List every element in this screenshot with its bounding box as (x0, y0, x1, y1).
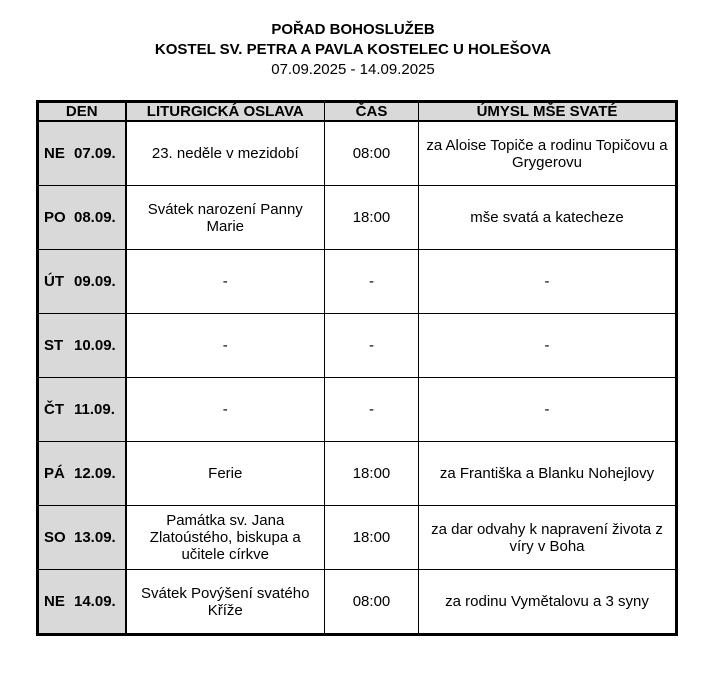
celebration-cell: - (126, 314, 325, 378)
day-abbr: SO (44, 529, 66, 546)
celebration-cell: Ferie (126, 442, 325, 506)
day-cell (38, 378, 126, 442)
intention-cell: za Aloise Topiče a rodinu Topičovu a Grygerovu (419, 121, 677, 186)
table-row (38, 121, 677, 186)
day-date: 08.09. (74, 209, 116, 226)
time-cell: 18:00 (325, 442, 419, 506)
column-header-day: DEN (38, 102, 126, 122)
day-cell (38, 570, 126, 635)
intention-cell: za Františka a Blanku Nohejlovy (419, 442, 677, 506)
document-title: POŘAD BOHOSLUŽEB (271, 21, 435, 38)
day-cell (38, 250, 126, 314)
day-date: 10.09. (74, 337, 116, 354)
day-abbr: ST (44, 337, 64, 354)
date-range: 07.09.2025 - 14.09.2025 (271, 61, 435, 78)
time-cell: - (325, 314, 419, 378)
celebration-cell: Svátek narození Panny Marie (126, 186, 325, 250)
schedule-table (36, 100, 678, 636)
column-header-celebration: LITURGICKÁ OSLAVA (126, 102, 325, 122)
day-abbr: NE (44, 145, 65, 162)
table-row (38, 250, 677, 314)
table-row (38, 506, 677, 570)
time-cell: - (325, 378, 419, 442)
day-abbr: NE (44, 593, 65, 610)
time-cell: 08:00 (325, 570, 419, 635)
intention-cell: mše svatá a katecheze (419, 186, 677, 250)
day-abbr: PO (44, 209, 66, 226)
day-abbr: ÚT (44, 273, 64, 290)
day-abbr: ČT (44, 401, 64, 418)
day-abbr: PÁ (44, 465, 65, 482)
column-header-time: ČAS (325, 102, 419, 122)
day-date: 11.09. (74, 401, 115, 418)
day-date: 12.09. (74, 465, 116, 482)
celebration-cell: Památka sv. Jana Zlatoústého, biskupa a učitele církve (126, 506, 325, 570)
time-cell: 18:00 (325, 506, 419, 570)
day-date: 14.09. (74, 593, 116, 610)
document-header (0, 20, 706, 80)
time-cell: 18:00 (325, 186, 419, 250)
church-name: KOSTEL SV. PETRA A PAVLA KOSTELEC U HOLEŠOVA (154, 41, 552, 58)
day-date: 13.09. (74, 529, 116, 546)
table-row (38, 378, 677, 442)
intention-cell: - (419, 378, 677, 442)
column-header-intention: ÚMYSL MŠE SVATÉ (419, 102, 677, 122)
day-cell (38, 442, 126, 506)
celebration-cell: - (126, 378, 325, 442)
day-cell (38, 186, 126, 250)
intention-cell: - (419, 250, 677, 314)
time-cell: 08:00 (325, 121, 419, 186)
table-header-row (38, 102, 677, 122)
day-cell (38, 314, 126, 378)
day-cell (38, 121, 126, 186)
intention-cell: - (419, 314, 677, 378)
table-row (38, 442, 677, 506)
day-date: 09.09. (74, 273, 116, 290)
celebration-cell: 23. neděle v mezidobí (126, 121, 325, 186)
day-date: 07.09. (74, 145, 116, 162)
time-cell: - (325, 250, 419, 314)
table-row (38, 570, 677, 635)
celebration-cell: Svátek Povýšení svatého Kříže (126, 570, 325, 635)
table-row (38, 186, 677, 250)
table-row (38, 314, 677, 378)
day-cell (38, 506, 126, 570)
celebration-cell: - (126, 250, 325, 314)
intention-cell: za dar odvahy k napravení života z víry v Boha (419, 506, 677, 570)
intention-cell: za rodinu Vymětalovu a 3 syny (419, 570, 677, 635)
